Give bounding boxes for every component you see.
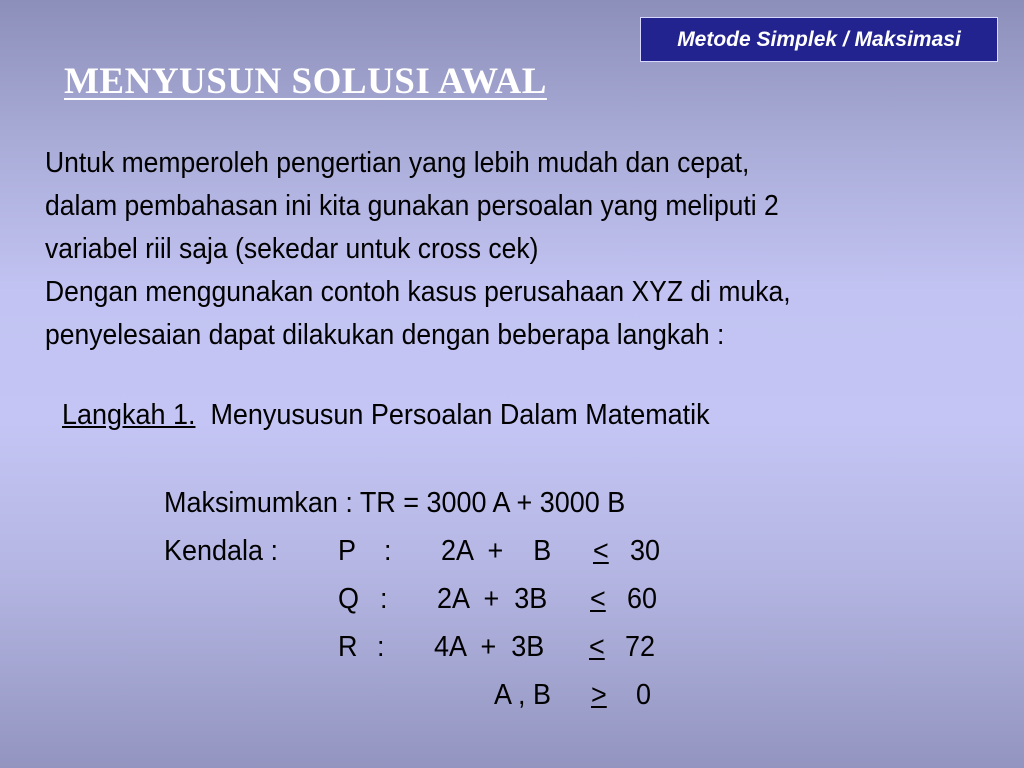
constraint-rhs: 30 bbox=[630, 535, 661, 567]
constraint-name: Q bbox=[338, 583, 359, 615]
intro-line: dalam pembahasan ini kita gunakan persoalan yang meliputi 2 bbox=[45, 190, 779, 222]
constraint-expression: 2A + B bbox=[441, 535, 552, 567]
intro-line: variabel riil saja (sekedar untuk cross cek) bbox=[45, 233, 539, 265]
constraint-sign: < bbox=[593, 535, 609, 567]
constraint-sign: < bbox=[590, 583, 606, 615]
constraint-rhs: 72 bbox=[625, 631, 656, 663]
nonneg-vars: A , B bbox=[494, 679, 551, 711]
intro-paragraph bbox=[45, 142, 1005, 357]
slide-title: MENYUSUN SOLUSI AWAL bbox=[64, 61, 547, 102]
constraints-label: Kendala : bbox=[164, 535, 278, 567]
nonneg-sign: > bbox=[591, 679, 607, 711]
step-label: Langkah 1. bbox=[62, 399, 196, 431]
constraint-colon: : bbox=[377, 631, 385, 663]
constraint-name: R bbox=[338, 631, 358, 663]
intro-line: penyelesaian dapat dilakukan dengan beberapa langkah : bbox=[45, 319, 725, 351]
constraint-colon: : bbox=[380, 583, 388, 615]
constraint-rhs: 60 bbox=[627, 583, 658, 615]
intro-line: Untuk memperoleh pengertian yang lebih mudah dan cepat, bbox=[45, 147, 750, 179]
step-heading bbox=[62, 399, 710, 432]
step-text: Menyususun Persoalan Dalam Matematik bbox=[210, 399, 710, 431]
header-badge: Metode Simplek / Maksimasi bbox=[640, 17, 998, 62]
constraint-expression: 4A + 3B bbox=[434, 631, 545, 663]
constraint-sign: < bbox=[589, 631, 605, 663]
nonneg-rhs: 0 bbox=[636, 679, 652, 711]
constraint-expression: 2A + 3B bbox=[437, 583, 548, 615]
intro-line: Dengan menggunakan contoh kasus perusahaan XYZ di muka, bbox=[45, 276, 791, 308]
constraint-colon: : bbox=[384, 535, 392, 567]
objective-function: Maksimumkan : TR = 3000 A + 3000 B bbox=[164, 487, 626, 519]
constraint-name: P bbox=[338, 535, 356, 567]
